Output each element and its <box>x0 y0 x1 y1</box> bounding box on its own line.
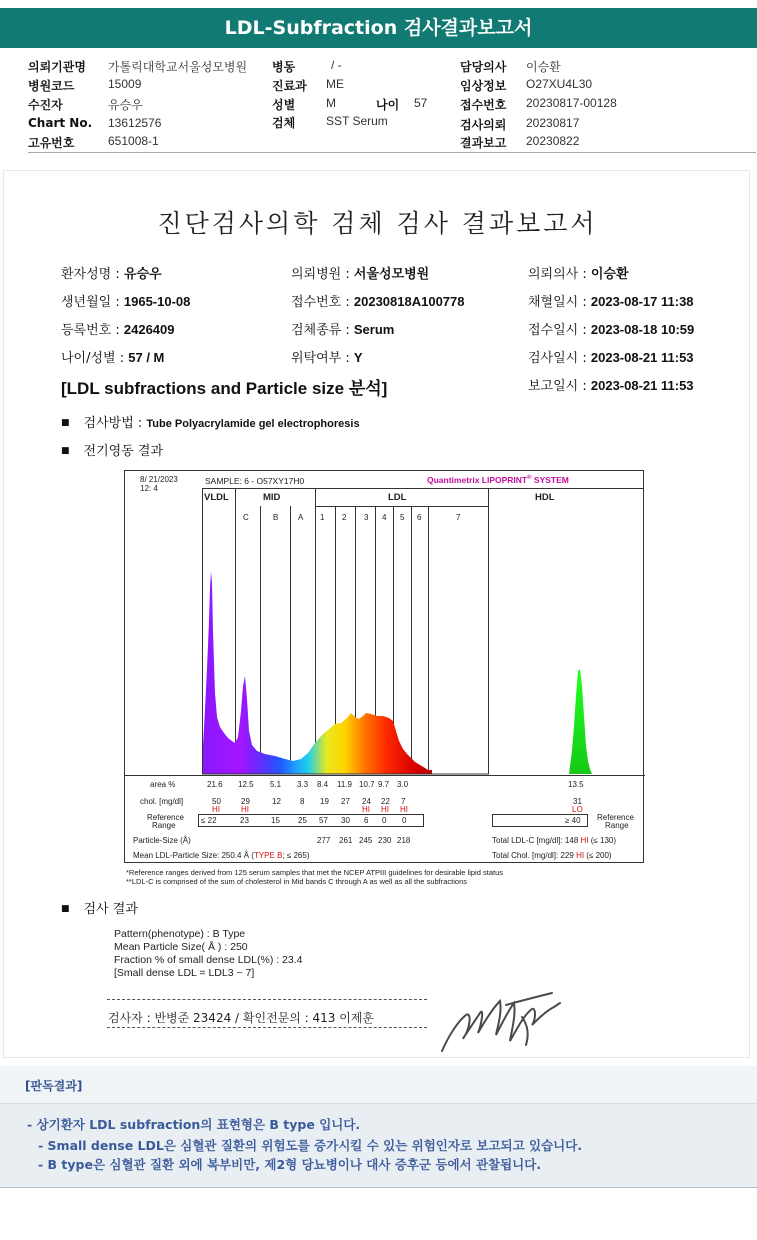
label-sex: 성별 <box>272 98 296 112</box>
chol-flag: HI <box>400 805 408 814</box>
ref-label-right-2: Range <box>605 821 629 830</box>
chol-value: 50 <box>212 797 221 806</box>
result-line: Pattern(phenotype) : B Type <box>114 928 246 940</box>
label-department: 진료과 <box>272 79 307 93</box>
band-label: 3 <box>364 513 369 522</box>
chol-value: 22 <box>381 797 390 806</box>
interpretation-line: - B type은 심혈관 질환 외에 복부비만, 제2형 당뇨병이나 대사 증후군 등에서 관찰됩니다. <box>38 1157 542 1172</box>
particle-size-value: 277 <box>317 836 331 845</box>
band-label: 6 <box>417 513 422 522</box>
chart-sample: SAMPLE: 6 - O57XY17H0 <box>205 476 305 486</box>
value-ward: / - <box>331 58 342 72</box>
bullet-icon: ■ <box>61 418 70 428</box>
label-chart-no: Chart No. <box>28 116 93 130</box>
area-value: 3.0 <box>397 780 409 789</box>
ref-value: 30 <box>341 816 350 825</box>
signature-line: 검사자 : 반병준 23424 / 확인전문의 : 413 이제훈 <box>108 1011 375 1025</box>
field-value: 2023-08-21 11:53 <box>590 350 694 365</box>
ref-value-hdl: ≥ 40 <box>565 816 581 825</box>
chol-value: 8 <box>300 797 305 806</box>
band-label: C <box>243 513 249 522</box>
electrophoresis-label: 전기영동 결과 <box>83 444 163 459</box>
area-value: 12.5 <box>238 780 254 789</box>
area-value: 3.3 <box>297 780 309 789</box>
field-value: 20230818A100778 <box>353 294 465 309</box>
field-collection-time <box>528 291 694 310</box>
ref-value: 6 <box>364 816 369 825</box>
label-ward: 병동 <box>272 60 296 74</box>
label-request-date: 검사의뢰 <box>460 118 507 132</box>
field-label: 환자성명 : <box>61 267 120 282</box>
field-doctor <box>528 263 629 282</box>
chol-value: 12 <box>272 797 281 806</box>
field-value: 2426409 <box>123 322 175 337</box>
page-title: LDL-Subfraction 검사결과보고서 <box>224 17 533 39</box>
ref-label: Reference <box>147 813 184 822</box>
chart-date: 8/ 21/2023 <box>140 475 178 484</box>
interpretation-panel <box>0 1066 757 1188</box>
value-sex: M <box>326 96 336 110</box>
field-value: 유승우 <box>123 266 162 281</box>
ref-value: 0 <box>402 816 407 825</box>
field-hospital <box>291 263 429 282</box>
chol-value: 24 <box>362 797 371 806</box>
band-label: 2 <box>342 513 347 522</box>
mean-size-type: TYPE B <box>253 851 283 860</box>
value-age: 57 <box>414 96 428 110</box>
field-label: 생년월일 : <box>61 295 120 310</box>
field-outsourced <box>291 347 363 366</box>
field-value: 서울성모병원 <box>353 266 430 281</box>
ref-value: 23 <box>240 816 249 825</box>
field-label: 검사일시 : <box>528 351 587 366</box>
field-value: 2023-08-21 11:53 <box>590 378 694 393</box>
area-value-hdl: 13.5 <box>568 780 584 789</box>
value-hospital-code: 15009 <box>108 77 142 91</box>
label-doctor: 담당의사 <box>460 60 507 74</box>
field-receipt-no <box>291 291 465 310</box>
band-label: 1 <box>320 513 325 522</box>
value-request-date: 20230817 <box>526 116 580 130</box>
section-heading: [LDL subfractions and Particle size 분석] <box>61 379 388 398</box>
label-receipt-no: 접수번호 <box>460 98 507 112</box>
row-label-area: area % <box>150 780 176 789</box>
particle-size-value: 218 <box>397 836 411 845</box>
chol-flag-hdl: LO <box>572 805 583 814</box>
ref-range-box <box>198 814 424 827</box>
total-chol-flag: HI <box>576 851 585 860</box>
total-chol-ref: (≤ 200) <box>586 851 612 860</box>
table-top-rule <box>125 775 645 776</box>
result-line: [Small dense LDL = LDL3 ~ 7] <box>114 967 255 979</box>
brand-system: SYSTEM <box>531 475 569 485</box>
header-ldl: LDL <box>388 492 407 503</box>
band-label: 5 <box>400 513 405 522</box>
area-value: 21.6 <box>207 780 223 789</box>
report-title: 진단검사의학 검체 검사 결과보고서 <box>157 209 598 238</box>
value-patient: 유승우 <box>108 98 143 112</box>
field-value: Y <box>353 350 363 365</box>
bullet-icon: ■ <box>61 446 70 456</box>
chol-flag: HI <box>362 805 370 814</box>
value-doctor: 이승환 <box>526 60 561 74</box>
total-ldl-ref: (≤ 130) <box>590 836 617 845</box>
result-summary <box>114 928 303 980</box>
report-document <box>3 170 750 1058</box>
total-chol <box>492 851 612 860</box>
value-chart-no: 13612576 <box>108 116 162 130</box>
value-receipt-no: 20230817-00128 <box>526 96 617 110</box>
field-label: 의뢰의사 : <box>528 267 587 282</box>
footnote: **LDL-C is comprised of the sum of cholesterol in Mid bands C through A as well as all the subfractions <box>126 877 468 886</box>
field-label: 의뢰병원 : <box>291 267 350 282</box>
method-line <box>61 412 360 431</box>
hdl-peak <box>569 669 592 774</box>
method-value: Tube Polyacrylamide gel electrophoresis <box>146 418 360 430</box>
particle-size-value: 261 <box>339 836 353 845</box>
ref-value: 0 <box>382 816 387 825</box>
method-label: 검사방법 : <box>83 416 143 431</box>
field-label: 보고일시 : <box>528 379 587 394</box>
chart-footnotes <box>126 868 503 886</box>
label-unique-id: 고유번호 <box>28 136 75 150</box>
header-hdl: HDL <box>535 492 555 503</box>
field-value: 2023-08-18 10:59 <box>590 322 695 337</box>
brand-name: Quantimetrix LIPOPRINT <box>427 475 528 485</box>
area-value: 8.4 <box>317 780 329 789</box>
request-info-grid <box>28 56 748 152</box>
field-value: 이승환 <box>590 266 629 281</box>
chol-flag: HI <box>241 805 249 814</box>
field-value: Serum <box>353 322 395 337</box>
field-receipt-time <box>528 319 694 338</box>
result-label: 검사 결과 <box>83 902 138 917</box>
signature-block <box>107 999 427 1028</box>
field-birth-date <box>61 291 190 310</box>
field-value: 2023-08-17 11:38 <box>590 294 694 309</box>
mean-ldl-size <box>133 851 309 860</box>
band-label: A <box>298 513 304 522</box>
value-report-date: 20230822 <box>526 134 580 148</box>
header-vldl: VLDL <box>204 492 229 503</box>
electrophoresis-chart <box>124 470 644 863</box>
interpretation-heading: [판독결과] <box>25 1079 83 1093</box>
field-value: 57 / M <box>128 350 165 365</box>
handwritten-signature <box>436 985 566 1057</box>
band-label: 4 <box>382 513 387 522</box>
result-heading <box>61 898 138 917</box>
chol-value: 29 <box>241 797 250 806</box>
report-title-bar <box>0 8 757 48</box>
field-value: 1965-10-08 <box>123 294 191 309</box>
chart-time: 12: 4 <box>140 484 158 493</box>
value-specimen: SST Serum <box>326 114 388 128</box>
area-value: 9.7 <box>378 780 390 789</box>
interpretation-line: - Small dense LDL은 심혈관 질환의 위험도를 증가시킬 수 있는 위험인자로 보고되고 있습니다. <box>38 1138 583 1153</box>
result-line: Fraction % of small dense LDL(%) : 23.4 <box>114 954 303 966</box>
ref-value: 15 <box>271 816 280 825</box>
chol-value: 7 <box>401 797 406 806</box>
ref-label-2: Range <box>152 821 176 830</box>
total-chol-text: Total Chol. [mg/dl]: 229 <box>492 851 574 860</box>
field-registration-no <box>61 319 175 338</box>
interpretation-header <box>0 1066 757 1104</box>
ref-value: 25 <box>298 816 307 825</box>
area-value: 10.7 <box>359 780 375 789</box>
particle-size-value: 245 <box>359 836 373 845</box>
electrophoresis-heading <box>61 440 163 459</box>
field-patient-name <box>61 263 162 282</box>
interpretation-line: - 상기환자 LDL subfraction의 표현형은 B type 입니다. <box>27 1117 361 1132</box>
total-ldl-flag: HI <box>580 836 589 845</box>
value-department: ME <box>326 77 344 91</box>
mean-size-ref: ; ≤ 265) <box>282 851 310 860</box>
field-report-time <box>528 375 694 394</box>
label-patient: 수진자 <box>28 98 63 112</box>
particle-size-label: Particle-Size (Å) <box>133 836 191 845</box>
signature-rule-bottom <box>107 1027 427 1028</box>
field-label: 등록번호 : <box>61 323 120 338</box>
field-label: 나이/성별 : <box>61 351 125 366</box>
bullet-icon: ■ <box>61 904 70 914</box>
chol-flag: HI <box>212 805 220 814</box>
field-label: 위탁여부 : <box>291 351 350 366</box>
total-ldl-text: Total LDL-C [mg/dl]: 148 <box>492 836 579 845</box>
label-clinical-info: 임상정보 <box>460 79 507 93</box>
brand-registered: ® <box>527 475 532 482</box>
mean-size-text: Mean LDL-Particle Size: 250.4 Å ( <box>133 851 254 860</box>
ref-value: 57 <box>319 816 328 825</box>
field-age-sex <box>61 347 164 366</box>
footnote: *Reference ranges derived from 125 serum samples that met the NCEP ATPIII guidelines for desirable lipid status <box>126 868 503 877</box>
total-ldl-c <box>492 836 616 845</box>
ref-value: ≤ 22 <box>201 816 217 825</box>
field-label: 채혈일시 : <box>528 295 587 310</box>
value-institution: 가톨릭대학교서울성모병원 <box>108 60 248 74</box>
lipoprotein-trace-area <box>203 571 432 774</box>
label-age: 나이 <box>376 98 400 112</box>
field-label: 검체종류 : <box>291 323 350 338</box>
info-divider <box>28 152 756 153</box>
chol-value-hdl: 31 <box>573 797 582 806</box>
field-label: 접수번호 : <box>291 295 350 310</box>
label-institution: 의뢰기관명 <box>28 60 86 74</box>
area-value: 5.1 <box>270 780 282 789</box>
chol-flag: HI <box>381 805 389 814</box>
row-label-chol: chol. [mg/dl] <box>140 797 184 806</box>
band-label: B <box>273 513 279 522</box>
field-specimen-type <box>291 319 394 338</box>
value-clinical-info: O27XU4L30 <box>526 77 593 91</box>
header-mid: MID <box>263 492 281 503</box>
ref-label-right: Reference <box>597 813 634 822</box>
label-hospital-code: 병원코드 <box>28 79 75 93</box>
value-unique-id: 651008-1 <box>108 134 159 148</box>
field-label: 접수일시 : <box>528 323 587 338</box>
field-test-time <box>528 347 694 366</box>
label-specimen: 검체 <box>272 116 296 130</box>
chol-value: 19 <box>320 797 329 806</box>
area-value: 11.9 <box>337 780 352 789</box>
label-report-date: 결과보고 <box>460 136 507 150</box>
particle-size-value: 230 <box>378 836 392 845</box>
chol-value: 27 <box>341 797 350 806</box>
band-label: 7 <box>456 513 461 522</box>
result-line: Mean Particle Size( Å ) : 250 <box>114 941 248 953</box>
